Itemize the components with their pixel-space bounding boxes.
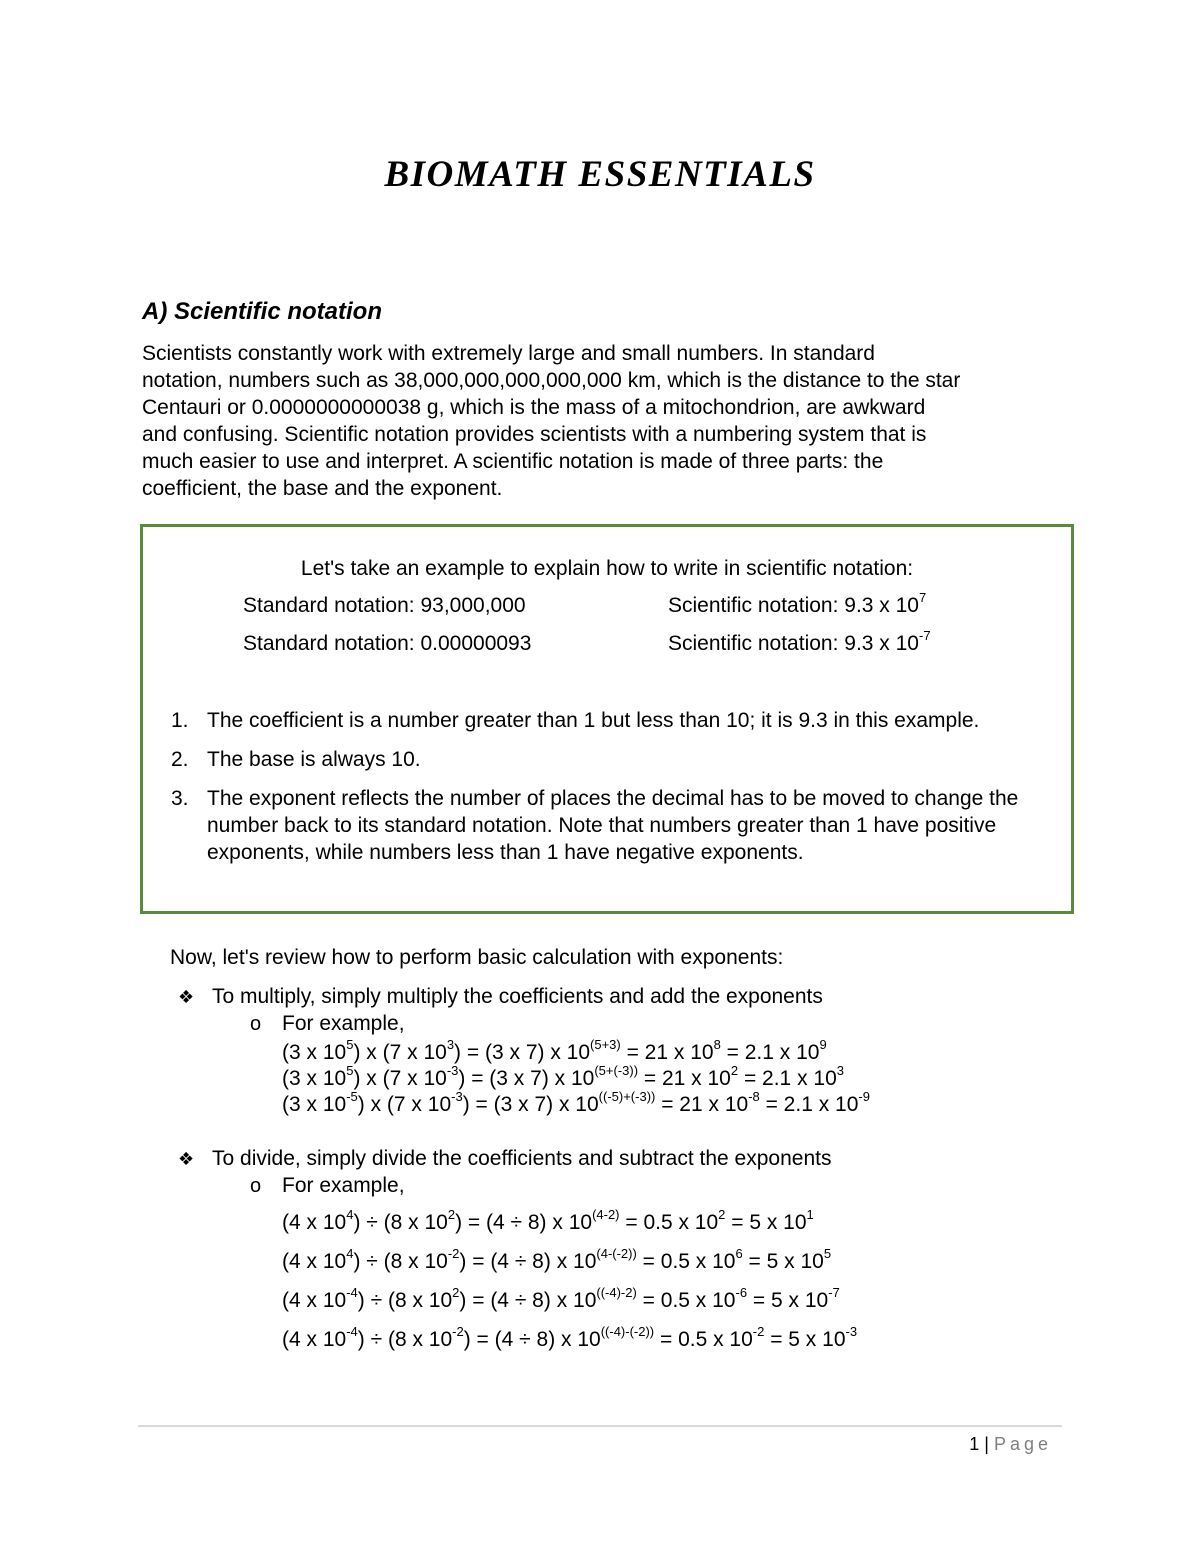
example-label: For example, xyxy=(282,1012,405,1035)
scientific-notation-text: Scientific notation: 9.3 x 10 xyxy=(668,632,919,655)
notation-parts-list xyxy=(163,707,1053,878)
divide-equation xyxy=(282,1285,840,1314)
exponent: -7 xyxy=(828,1285,840,1300)
scientific-notation xyxy=(668,629,931,659)
intro-paragraph xyxy=(142,340,1072,502)
exponent: -3 xyxy=(451,1089,463,1104)
exponent: ((-4)-2) xyxy=(596,1285,637,1300)
exponent: 7 xyxy=(919,590,927,605)
exponent: 2 xyxy=(730,1063,739,1078)
footer-separator: | xyxy=(979,1434,994,1454)
list-item xyxy=(163,707,1053,734)
equation-part: ) = (4 ÷ 8) x 10 xyxy=(455,1211,593,1234)
exponent: (5+3) xyxy=(590,1037,621,1052)
equation-part: = 0.5 x 10 xyxy=(636,1289,736,1312)
equation-part: (3 x 10 xyxy=(282,1041,347,1064)
equation-part: ) = (3 x 7) x 10 xyxy=(462,1093,599,1116)
list-item xyxy=(163,746,1053,773)
exponent: 2 xyxy=(447,1207,456,1222)
page-footer xyxy=(969,1432,1052,1456)
divide-equation xyxy=(282,1324,858,1353)
equation-part: = 0.5 x 10 xyxy=(654,1328,753,1351)
list-text: The exponent reflects the number of places the decimal has to be moved to change the number back to its standard notation. Note that numbers greater than 1 have positive exponents, while numbers less than 1 have negative exponents. xyxy=(207,787,1019,864)
equation-part: = 21 x 10 xyxy=(620,1041,714,1064)
scientific-notation xyxy=(668,591,926,621)
exponent: 4 xyxy=(346,1246,354,1261)
exponent: 2 xyxy=(452,1285,460,1300)
list-item xyxy=(163,785,1053,866)
circle-bullet-icon: o xyxy=(250,1175,262,1197)
exponent: 5 xyxy=(346,1037,354,1052)
equation-part: = 5 x 10 xyxy=(742,1250,824,1273)
exponent: 9 xyxy=(819,1037,827,1052)
example-row xyxy=(143,629,1071,659)
exponent: 8 xyxy=(713,1037,721,1052)
intro-line: Centauri or 0.0000000000038 g, which is the mass of a mitochondrion, are awkward xyxy=(142,396,926,419)
multiply-equation xyxy=(282,1037,827,1066)
circle-bullet-icon: o xyxy=(250,1013,262,1035)
list-number: 3. xyxy=(171,787,189,810)
example-box xyxy=(140,524,1074,914)
intro-line: much easier to use and interpret. A scientific notation is made of three parts: the xyxy=(142,450,884,473)
exponent: 3 xyxy=(446,1037,455,1052)
scientific-notation-text: Scientific notation: 9.3 x 10 xyxy=(668,594,919,617)
multiply-rule-text: To multiply, simply multiply the coefficients and add the exponents xyxy=(212,985,823,1008)
equation-part: (3 x 10 xyxy=(282,1067,347,1090)
list-number: 2. xyxy=(171,748,189,771)
equation-part: (3 x 10 xyxy=(282,1093,347,1116)
equation-part: = 0.5 x 10 xyxy=(636,1250,736,1273)
equation-part: = 5 x 10 xyxy=(764,1328,846,1351)
equation-part: ) x (7 x 10 xyxy=(357,1093,452,1116)
equation-part: = 21 x 10 xyxy=(655,1093,749,1116)
exponent: 2 xyxy=(718,1207,726,1222)
list-text: The coefficient is a number greater than 1 but less than 10; it is 9.3 in this example. xyxy=(207,709,980,732)
equation-part: (4 x 10 xyxy=(282,1250,347,1273)
equation-part: ) ÷ (8 x 10 xyxy=(357,1289,453,1312)
exponent: -4 xyxy=(346,1324,358,1339)
equation-part: ) ÷ (8 x 10 xyxy=(353,1250,448,1273)
multiply-equation xyxy=(282,1089,870,1118)
exponent: ((-4)-(-2)) xyxy=(600,1324,655,1339)
intro-line: and confusing. Scientific notation provides scientists with a numbering system that is xyxy=(142,423,927,446)
exponent: -2 xyxy=(452,1324,464,1339)
diamond-bullet-icon: ❖ xyxy=(178,987,195,1007)
list-text: The base is always 10. xyxy=(207,748,421,771)
exponent: -2 xyxy=(752,1324,765,1339)
equation-part: ) = (3 x 7) x 10 xyxy=(454,1041,591,1064)
equation-part: (4 x 10 xyxy=(282,1328,347,1351)
exponent: -3 xyxy=(845,1324,858,1339)
diamond-bullet-icon: ❖ xyxy=(178,1149,195,1169)
equation-part: (4 x 10 xyxy=(282,1289,347,1312)
equation-part: ) = (4 ÷ 8) x 10 xyxy=(463,1328,601,1351)
exponent: 5 xyxy=(346,1063,354,1078)
exponent: 3 xyxy=(836,1063,844,1078)
exponent: (4-2) xyxy=(592,1207,620,1222)
page-title: BIOMATH ESSENTIALS xyxy=(384,154,816,195)
equation-part: = 2.1 x 10 xyxy=(720,1041,820,1064)
equation-part: = 21 x 10 xyxy=(638,1067,731,1090)
exponent: -3 xyxy=(446,1063,459,1078)
equation-part: = 2.1 x 10 xyxy=(759,1093,859,1116)
divide-rule-text: To divide, simply divide the coefficients and subtract the exponents xyxy=(212,1147,832,1170)
equation-part: ) x (7 x 10 xyxy=(353,1041,447,1064)
list-number: 1. xyxy=(171,709,189,732)
equation-part: ) ÷ (8 x 10 xyxy=(357,1328,453,1351)
equation-part: = 5 x 10 xyxy=(725,1211,807,1234)
page-word: Page xyxy=(993,1434,1052,1454)
exponent: -6 xyxy=(735,1285,748,1300)
equation-part: ) = (4 ÷ 8) x 10 xyxy=(459,1250,597,1273)
exponent: -9 xyxy=(858,1089,870,1104)
review-intro: Now, let's review how to perform basic calculation with exponents: xyxy=(170,946,784,969)
exponent: -2 xyxy=(447,1246,460,1261)
exponent: (5+(-3)) xyxy=(594,1063,639,1078)
equation-part: = 5 x 10 xyxy=(747,1289,829,1312)
equation-part: ) x (7 x 10 xyxy=(353,1067,447,1090)
section-heading: A) Scientific notation xyxy=(142,298,382,325)
exponent: -4 xyxy=(346,1285,358,1300)
exponent: 5 xyxy=(823,1246,832,1261)
exponent: 6 xyxy=(735,1246,743,1261)
exponent: -7 xyxy=(919,628,931,643)
exponent: 1 xyxy=(806,1207,814,1222)
equation-part: = 2.1 x 10 xyxy=(738,1067,837,1090)
footer-divider xyxy=(138,1425,1062,1427)
example-label: For example, xyxy=(282,1174,405,1197)
intro-line: Scientists constantly work with extremely large and small numbers. In standard xyxy=(142,342,875,365)
equation-part: ) ÷ (8 x 10 xyxy=(353,1211,448,1234)
exponent: (4-(-2)) xyxy=(596,1246,637,1261)
exponent: -8 xyxy=(748,1089,760,1104)
page-number: 1 xyxy=(969,1434,980,1454)
divide-equation xyxy=(282,1246,832,1275)
exponent: -5 xyxy=(346,1089,358,1104)
equation-part: ) = (3 x 7) x 10 xyxy=(458,1067,595,1090)
example-intro: Let's take an example to explain how to write in scientific notation: xyxy=(300,557,914,580)
exponent: ((-5)+(-3)) xyxy=(598,1089,656,1104)
intro-line: coefficient, the base and the exponent. xyxy=(142,477,503,500)
divide-equation xyxy=(282,1207,814,1236)
equation-part: = 0.5 x 10 xyxy=(619,1211,719,1234)
equation-part: (4 x 10 xyxy=(282,1211,347,1234)
standard-notation: Standard notation: 0.00000093 xyxy=(243,632,532,655)
intro-line: notation, numbers such as 38,000,000,000,000,000 km, which is the distance to the star xyxy=(142,369,961,392)
exponent: 4 xyxy=(346,1207,354,1222)
equation-part: ) = (4 ÷ 8) x 10 xyxy=(459,1289,597,1312)
standard-notation: Standard notation: 93,000,000 xyxy=(243,594,526,617)
example-row xyxy=(143,591,1071,621)
